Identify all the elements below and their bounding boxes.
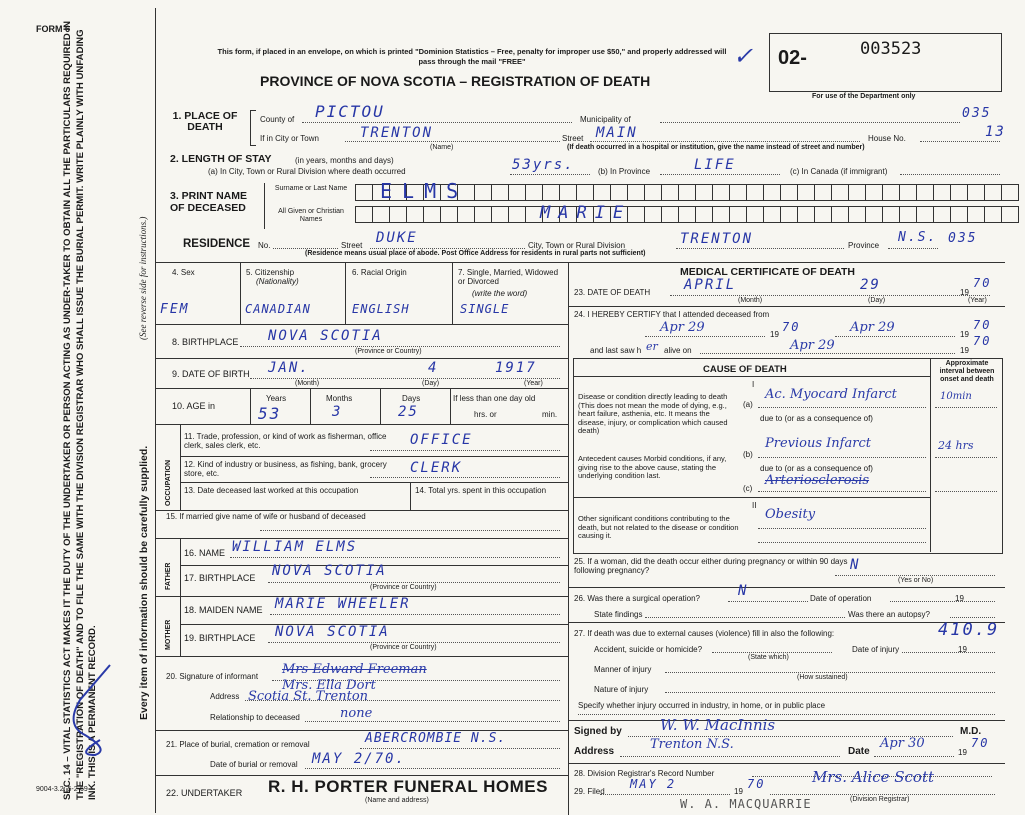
rule: [250, 388, 251, 424]
stay-c-line: [900, 174, 1000, 175]
cause-c-line: [758, 491, 926, 492]
physician-signature: W. W. MacInnis: [660, 716, 776, 734]
marital-sub: (write the word): [472, 289, 528, 298]
house-line: [920, 141, 1000, 142]
citizenship-label: 5. Citizenship: [246, 268, 295, 277]
rule: [180, 424, 181, 510]
header-notice: This form, if placed in an envelope, on which is printed "Dominion Statistics – Free, penalty for improper use $50," and properly addressed will pass through the mail "FREE": [217, 47, 727, 66]
res-city-label: City, Town or Rural Division: [528, 241, 626, 250]
attended-from: Apr 29: [660, 320, 705, 335]
cause-title: CAUSE OF DEATH: [703, 364, 787, 375]
less-day-label: If less than one day old: [453, 394, 536, 403]
last-saw-her: er: [646, 340, 658, 353]
rule: [155, 775, 568, 776]
mother-side: MOTHER: [165, 619, 172, 650]
filed-year-prefix: 19: [734, 787, 743, 796]
mother-maiden-value: MARIE WHEELER: [275, 596, 411, 612]
md-date: Apr 30: [880, 736, 925, 751]
filed-line: [600, 794, 730, 795]
res-street-line: [370, 248, 525, 249]
father-name-line: [230, 557, 560, 558]
min-label: min.: [542, 410, 558, 419]
sec14-side-text: SEC. 14 – VITAL STATISTICS ACT MAKES IT THE DUTY OF THE UNDERTAKER OR PERSON ACTING AS UNDER-TAKER TO OBTAIN ALL THE PARTICULARS REQUIRED IN THE "REGISTRATION OF DEATH" AND TO FILE THE SAME WITH THE DIVISION REGISTRAR WHO SHALL ISSUE THE BURIAL PERMIT. WRITE PLAINLY WITH UNFADING INK. THIS IS A PERMANENT RECORD.: [62, 20, 99, 800]
res-city-line: [676, 248, 844, 249]
undertaker-stamp: R. H. PORTER FUNERAL HOMES: [268, 777, 548, 796]
q28-label: 28. Division Registrar's Record Number: [574, 769, 715, 778]
res-prov-value: N.S.: [898, 230, 938, 245]
race-value: ENGLISH: [352, 302, 410, 316]
every-item-note: Every item of information should be carefully supplied.: [138, 445, 150, 720]
accident-label: Accident, suicide or homicide?: [594, 645, 703, 654]
name-label: 3. PRINT NAME OF DECEASED: [170, 190, 248, 214]
rule: [450, 388, 451, 424]
death-day-label: (Day): [868, 297, 886, 304]
county-value: PICTOU: [315, 102, 385, 121]
interval-a: 10min: [940, 391, 972, 402]
surname-label: Surname or Last Name: [274, 185, 348, 192]
manner-label: Manner of injury: [594, 665, 652, 674]
dob-line: [250, 378, 560, 379]
q26-answer: N: [738, 583, 749, 599]
signed-by-label: Signed by: [574, 726, 622, 737]
roman-two: II: [752, 501, 757, 510]
rule: [568, 306, 1005, 307]
years-label: Years: [266, 394, 287, 403]
house-label: House No.: [868, 134, 906, 143]
op-year-prefix: 19: [955, 594, 964, 603]
interval-a-line: [935, 407, 997, 408]
hrs-label: hrs. or: [474, 410, 497, 419]
industry-value: CLERK: [410, 460, 463, 476]
res-prov-label: Province: [848, 241, 880, 250]
death-month-label: (Month): [738, 297, 763, 304]
father-side: FATHER: [165, 562, 172, 590]
alive-on-label: alive on: [664, 346, 692, 355]
death-year: 70: [973, 276, 992, 290]
age-days: 25: [398, 404, 419, 420]
race-label: 6. Racial Origin: [352, 268, 407, 277]
age-label: 10. AGE in: [172, 401, 216, 411]
municipality-label: Municipality of: [580, 115, 631, 124]
mother-bp-value: NOVA SCOTIA: [275, 624, 390, 640]
days-label: Days: [402, 394, 421, 403]
center-divider: [568, 262, 569, 815]
where-label: Specify whether injury occurred in industry, in home, or in public place: [578, 701, 826, 710]
rule: [155, 358, 568, 359]
stay-b-value: LIFE: [694, 157, 736, 173]
from-year: 70: [782, 320, 801, 334]
birthplace-label: 8. BIRTHPLACE: [172, 337, 239, 347]
res-prov-line: [888, 248, 938, 249]
q25-yesno: (Yes or No): [898, 577, 934, 584]
rule: [568, 763, 1005, 764]
stay-a-line: [510, 174, 590, 175]
occupation-side: OCCUPATION: [165, 459, 172, 506]
city-name-label: (Name): [430, 144, 454, 151]
interval-b: 24 hrs: [938, 439, 974, 452]
father-bp-value: NOVA SCOTIA: [272, 563, 387, 579]
seen-year-prefix: 19: [960, 346, 969, 355]
autopsy-line: [950, 617, 995, 618]
rule: [568, 720, 1005, 721]
informant-sig-struck: Mrs Edward Freeman: [282, 662, 427, 677]
relationship-line: [305, 721, 560, 722]
filed-date: MAY 2: [630, 777, 677, 791]
rule: [380, 388, 381, 424]
last-saw-label: and last saw h: [590, 346, 642, 355]
dob-day-label: (Day): [422, 380, 440, 387]
father-bp-sub: (Province or Country): [370, 584, 437, 591]
birthplace-sub: (Province or Country): [355, 348, 422, 355]
md-year: 70: [971, 736, 990, 750]
autopsy-label: Was there an autopsy?: [848, 610, 930, 619]
md-date-line: [874, 756, 954, 757]
rule: [180, 482, 568, 483]
undertaker-label: 22. UNDERTAKER: [166, 788, 243, 798]
rule: [345, 262, 346, 324]
cause-a-marker: (a): [743, 400, 753, 409]
blue-scribble-mark: [60, 655, 130, 765]
stay-label: 2. LENGTH OF STAY: [170, 153, 272, 165]
residence-note: (Residence means usual place of abode. Post Office Address for residents in rural parts not sufficient): [305, 250, 646, 257]
death-year-label: (Year): [968, 297, 987, 304]
rule: [155, 324, 568, 325]
name-divider: [264, 183, 265, 229]
md-year-prefix: 19: [958, 748, 967, 757]
trade-label: 11. Trade, profession, or kind of work as fisherman, office clerk, sales clerk, etc.: [184, 432, 387, 450]
q25-label: 25. If a woman, did the death occur either during pregnancy or within 90 days following pregnancy?: [574, 557, 848, 575]
municipality-code: 035: [962, 106, 992, 121]
dob-month-label: (Month): [295, 380, 320, 387]
from-line: [645, 336, 765, 337]
registrar-signature: Mrs. Alice Scott: [812, 768, 934, 786]
md-label: M.D.: [960, 726, 982, 737]
citizenship-value: CANADIAN: [245, 302, 311, 316]
dob-day: 4: [428, 360, 439, 376]
spouse-label: 15. If married give name of wife or husband of deceased: [166, 512, 366, 521]
other-conditions-label: Other significant conditions contributing to the death, but not related to the disease or condition causing it.: [578, 514, 739, 540]
q26-label: 26. Was there a surgical operation?: [574, 594, 700, 603]
attended-to: Apr 29: [850, 320, 895, 335]
undertaker-sub: (Name and address): [365, 797, 429, 804]
roman-one: I: [752, 380, 755, 389]
rule: [155, 510, 568, 511]
injury-date-label: Date of injury: [852, 645, 900, 654]
trade-value: OFFICE: [410, 432, 473, 448]
father-name-label: 16. NAME: [184, 548, 226, 558]
from-year-prefix: 19: [770, 330, 779, 339]
city-line: [345, 141, 560, 142]
registration-number-box: [769, 33, 1002, 92]
cause-c-marker: (c): [743, 484, 753, 493]
dob-year-label: (Year): [524, 380, 543, 387]
medical-title: MEDICAL CERTIFICATE OF DEATH: [680, 266, 855, 278]
informant-sig: Mrs. Ella Dort: [282, 678, 376, 693]
total-years-label: 14. Total yrs. spent in this occupation: [415, 486, 547, 495]
res-no-line: [273, 248, 338, 249]
due-to-a: due to (or as a consequence of): [760, 414, 873, 423]
mother-maiden-line: [270, 614, 560, 615]
certify-label: 24. I HEREBY CERTIFY that I attended deceased from: [574, 310, 770, 319]
industry-line: [370, 477, 560, 478]
rule: [310, 388, 311, 424]
cause-a-value: Ac. Myocard Infarct: [765, 387, 897, 402]
death-month: APRIL: [684, 277, 737, 293]
county-line: [302, 122, 572, 123]
dob-label: 9. DATE OF BIRTH: [172, 369, 250, 379]
sex-label: 4. Sex: [172, 268, 195, 277]
stay-a-label: (a) In City, Town or Rural Division where death occurred: [208, 167, 406, 176]
md-address-label: Address: [574, 746, 615, 757]
burial-date-value: MAY 2/70.: [312, 751, 406, 767]
md-address-line: [620, 756, 840, 757]
birthplace-value: NOVA SCOTIA: [268, 328, 383, 344]
citizenship-sub: (Nationality): [256, 277, 299, 286]
death-date-label: 23. DATE OF DEATH: [574, 288, 651, 297]
mother-bp-label: 19. BIRTHPLACE: [184, 633, 256, 643]
informant-address: Scotia St. Trenton: [248, 689, 369, 704]
months-label: Months: [326, 394, 353, 403]
stay-b-label: (b) In Province: [598, 167, 651, 176]
rule: [155, 656, 568, 657]
antecedent-label: Antecedent causes Morbid conditions, if any, giving rise to the above cause, stating the underlying condition last.: [578, 454, 727, 480]
interval-c-line: [935, 491, 997, 492]
surname-value: ELMS: [380, 179, 469, 203]
last-worked-label: 13. Date deceased last worked at this occupation: [184, 486, 359, 495]
registrar-line: [770, 794, 995, 795]
q29-label: 29. Filed: [574, 787, 605, 796]
rule: [573, 497, 930, 498]
stay-sub: (in years, months and days): [295, 156, 394, 165]
findings-line: [645, 617, 845, 618]
burial-place-label: 21. Place of burial, cremation or removal: [166, 740, 310, 749]
res-street-value: DUKE: [376, 230, 418, 246]
mother-maiden-label: 18. MAIDEN NAME: [184, 605, 263, 615]
res-street-label: Street: [341, 241, 363, 250]
registrar-label: (Division Registrar): [850, 796, 910, 803]
interval-b-line: [935, 457, 997, 458]
rule: [573, 376, 930, 377]
cause-b-value: Previous Infarct: [765, 436, 871, 451]
cause-b-marker: (b): [743, 450, 753, 459]
reg-prefix: 02-: [778, 47, 807, 69]
relationship-label: Relationship to deceased: [210, 713, 300, 722]
informant-address-label: Address: [210, 692, 240, 701]
death-date-line: [670, 295, 990, 296]
father-name-value: WILLIAM ELMS: [232, 539, 358, 555]
nature-line: [665, 692, 995, 693]
q25-line: [835, 575, 995, 576]
death-year-prefix: 19: [960, 288, 969, 297]
nature-label: Nature of injury: [594, 685, 649, 694]
op-date-label: Date of operation: [810, 594, 872, 603]
left-margin-rule: [155, 8, 156, 813]
given-value: MARIE: [540, 203, 632, 223]
mother-bp-line: [268, 642, 560, 643]
q26-line: [728, 601, 808, 602]
father-bp-line: [268, 582, 560, 583]
given-boxes: [355, 206, 1019, 223]
trade-line: [370, 450, 560, 451]
form-number: FORM 6: [36, 24, 71, 34]
street-value: MAIN: [596, 125, 638, 141]
city-label: If in City or Town: [260, 134, 319, 143]
how-sustained: (How sustained): [797, 674, 848, 681]
to-line: [835, 336, 955, 337]
bracket: [250, 110, 256, 146]
rule: [410, 482, 411, 510]
street-label: Street: [562, 134, 584, 143]
res-no-label: No.: [258, 241, 271, 250]
last-saw-date: Apr 29: [790, 338, 835, 353]
cause-c-value: Arteriosclerosis: [765, 473, 870, 488]
reg-number: 003523: [860, 39, 922, 59]
cause-a-line: [758, 407, 926, 408]
rule: [930, 358, 931, 552]
dob-year: 1917: [495, 360, 537, 376]
op-date-line: [890, 601, 995, 602]
immediate-cause-label: Disease or condition directly leading to death (This does not mean the mode of dying, e.g., heart failure, asthenia, etc. It means the disease, injury, or complication which caused death): [578, 392, 728, 435]
dept-note: For use of the Department only: [812, 93, 916, 100]
registrar-stamp: W. A. MACQUARRIE: [680, 797, 812, 811]
age-months: 3: [332, 404, 343, 420]
seen-year: 70: [973, 334, 992, 348]
q27-label: 27. If death was due to external causes (violence) fill in also the following:: [574, 629, 835, 638]
findings-label: State findings: [594, 610, 643, 619]
due-to-b: due to (or as a consequence of): [760, 464, 873, 473]
dob-month: JAN.: [268, 360, 310, 376]
other-line-1: [758, 528, 926, 529]
rule: [452, 262, 453, 324]
marital-label: 7. Single, Married, Widowed or Divorced: [458, 268, 559, 286]
stay-a-value: 53yrs.: [512, 157, 575, 173]
residence-label: RESIDENCE: [183, 238, 251, 250]
check-mark: ✓: [733, 42, 754, 70]
q25-answer: N: [850, 557, 861, 573]
rule: [180, 456, 568, 457]
rule: [180, 596, 181, 656]
marital-value: SINGLE: [460, 302, 510, 316]
place-of-death-label: 1. PLACE OF DEATH: [172, 110, 238, 133]
injury-year-prefix: 19: [958, 645, 967, 654]
manner-line: [665, 672, 995, 673]
relationship-value: none: [340, 706, 373, 721]
rule: [180, 538, 181, 596]
to-year: 70: [973, 318, 992, 332]
father-bp-label: 17. BIRTHPLACE: [184, 573, 256, 583]
city-value: TRENTON: [360, 125, 434, 141]
other-line-2: [758, 542, 926, 543]
burial-place-line: [360, 748, 560, 749]
informant-label: 20. Signature of informant: [166, 672, 259, 681]
form-title: PROVINCE OF NOVA SCOTIA – REGISTRATION OF DEATH: [260, 73, 651, 89]
sex-value: FEM: [160, 302, 190, 317]
burial-date-label: Date of burial or removal: [210, 760, 298, 769]
birthplace-line: [240, 346, 560, 347]
print-code: 9004-3.2: 5-2-69: [36, 786, 88, 793]
rule: [568, 587, 1005, 588]
spouse-line: [260, 530, 560, 531]
burial-place-value: ABERCROMBIE N.S.: [365, 731, 507, 746]
age-years: 53: [258, 404, 282, 423]
interval-title: Approximate interval between onset and death: [939, 360, 995, 383]
md-date-label: Date: [848, 746, 870, 757]
last-saw-line: [700, 353, 955, 354]
cause-b-line: [758, 457, 926, 458]
rule: [155, 388, 568, 389]
death-day: 29: [860, 277, 881, 293]
accident-line: [712, 652, 832, 653]
rule: [155, 538, 568, 539]
rule: [155, 424, 568, 425]
res-city-value: TRENTON: [680, 231, 754, 247]
where-line: [578, 714, 995, 715]
rule-section-top: [155, 262, 1005, 263]
q27-code: 410.9: [938, 620, 1000, 640]
mother-bp-sub: (Province or Country): [370, 644, 437, 651]
street-line: [590, 141, 860, 142]
industry-label: 12. Kind of industry or business, as fishing, bank, grocery store, etc.: [184, 460, 387, 478]
stay-c-label: (c) In Canada (if immigrant): [790, 167, 888, 176]
md-address: Trenton N.S.: [650, 737, 734, 752]
injury-date-line: [902, 652, 995, 653]
stay-b-line: [660, 174, 780, 175]
county-label: County of: [260, 115, 295, 124]
to-year-prefix: 19: [960, 330, 969, 339]
reverse-note: (See reverse side for instructions.): [138, 216, 148, 340]
given-label: All Given or Christian Names: [278, 208, 344, 223]
rule: [240, 262, 241, 324]
burial-date-line: [305, 768, 560, 769]
state-which: (State which): [748, 654, 789, 661]
filed-year: 70: [747, 777, 766, 791]
house-value: 13: [985, 124, 1006, 140]
municipality-line: [660, 122, 960, 123]
hospital-note: (If death occurred in a hospital or institution, give the name instead of street and number): [567, 144, 865, 151]
other-conditions-value: Obesity: [765, 507, 816, 522]
res-code: 035: [948, 231, 978, 246]
